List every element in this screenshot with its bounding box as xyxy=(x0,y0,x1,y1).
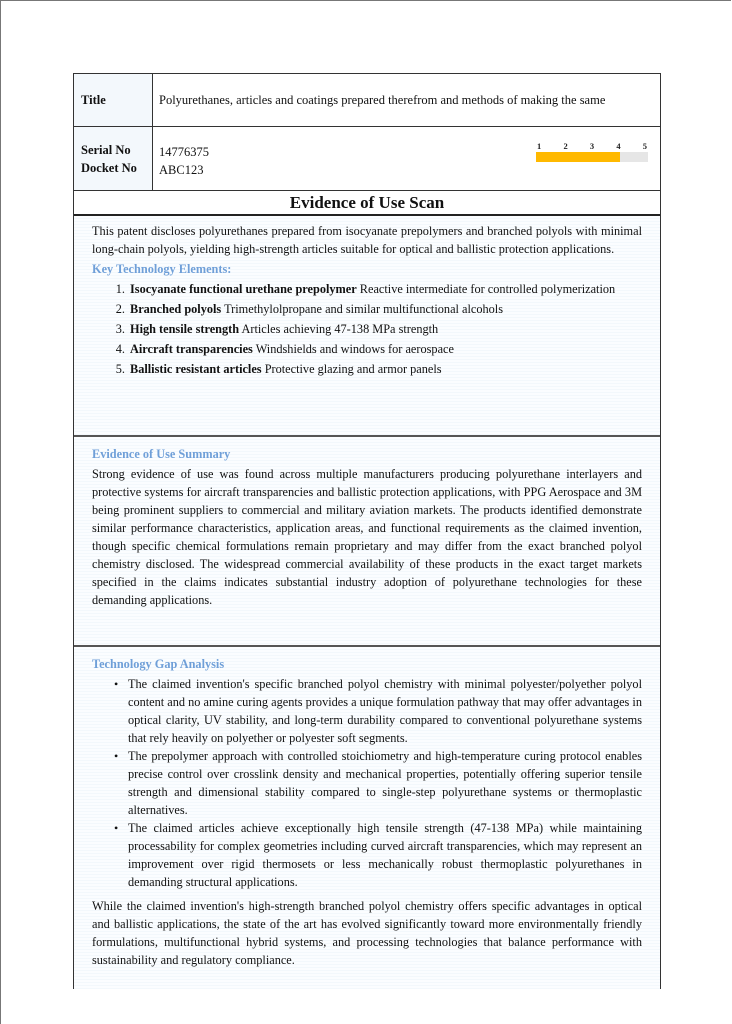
key-element-item xyxy=(128,360,642,378)
rating-tick-2: 2 xyxy=(563,141,568,151)
evidence-summary-section xyxy=(74,437,660,647)
serial-docket-labels xyxy=(74,127,153,190)
key-element-desc: Trimethylolpropane and similar multifunctional alcohols xyxy=(224,302,503,316)
gap-analysis-item xyxy=(114,819,642,891)
rating-scale xyxy=(536,141,648,162)
key-element-term: Branched polyols xyxy=(130,302,222,316)
serial-docket-row xyxy=(74,127,660,191)
key-elements-heading: Key Technology Elements: xyxy=(92,262,232,276)
bullet-icon: • xyxy=(114,677,119,691)
key-element-desc: Articles achieving 47-138 MPa strength xyxy=(241,322,439,336)
key-elements-list xyxy=(92,280,642,378)
gap-analysis-text: The claimed invention's specific branched polyol chemistry with minimal polyester/polyether polyol content and no amine curing agents provides a unique formulation pathway that may offer advantages in optical clarity, UV stability, and long-term durability compared to conventional polyurethane systems that rely heavily on polyether or polyester soft segments. xyxy=(128,677,642,745)
gap-analysis-list xyxy=(92,675,642,891)
scan-heading-row xyxy=(74,191,660,216)
gap-analysis-item xyxy=(114,747,642,819)
rating-tick-4: 4 xyxy=(616,141,621,151)
gap-analysis-heading: Technology Gap Analysis xyxy=(92,657,225,671)
rating-bar-fill xyxy=(536,152,620,162)
rating-tick-1: 1 xyxy=(537,141,542,151)
key-element-item xyxy=(128,340,642,358)
key-element-desc: Reactive intermediate for controlled polymerization xyxy=(359,282,616,296)
title-label-text: Title xyxy=(81,93,106,107)
intro-section xyxy=(74,216,660,437)
serial-label: Serial No xyxy=(81,142,131,157)
rating-bar-track xyxy=(536,152,648,162)
key-element-term: Aircraft transparencies xyxy=(130,342,253,356)
title-value-cell xyxy=(153,74,660,126)
key-element-item xyxy=(128,320,642,338)
docket-number: ABC123 xyxy=(159,163,204,177)
key-element-desc: Windshields and windows for aerospace xyxy=(255,342,454,356)
rating-tick-3: 3 xyxy=(589,141,595,151)
gap-analysis-text: The prepolymer approach with controlled stoichiometry and high-temperature curing protocol enables precise control over crosslink density and mechanical properties, potentially offering superior tensile strength and dimensional stability compared to single-step polyurethane systems or thermoplastic alternatives. xyxy=(128,749,642,817)
patent-title: Polyurethanes, articles and coatings prepared therefrom and methods of making the same xyxy=(159,93,606,107)
key-element-term: High tensile strength xyxy=(130,322,240,336)
evidence-summary-paragraph: Strong evidence of use was found across multiple manufacturers producing polyurethane interlayers and protective systems for aircraft transparencies and ballistic protection applications, with PPG Aerospace and 3M being prominent suppliers to commercial and military aviation markets. The products identified demonstrate similar performance characteristics, application areas, and functional requirements as the claimed invention, though specific chemical formulations remain proprietary and may differ from the exact branched polyol chemistry disclosed. The widespread commercial availability of these products in the exact target markets specified in the claims indicates substantial industry adoption of polyurethane technologies for these demanding applications. xyxy=(92,467,642,607)
key-element-term: Isocyanate functional urethane prepolymer xyxy=(130,282,357,296)
rating-tick-5: 5 xyxy=(642,141,647,151)
key-element-item xyxy=(128,300,642,318)
title-row xyxy=(74,74,660,127)
gap-analysis-item xyxy=(114,675,642,747)
title-label xyxy=(74,74,153,126)
key-element-desc: Protective glazing and armor panels xyxy=(264,362,442,376)
key-element-term: Ballistic resistant articles xyxy=(130,362,262,376)
evidence-of-use-document xyxy=(73,73,661,989)
bullet-icon: • xyxy=(114,821,119,835)
key-element-item xyxy=(128,280,642,298)
gap-analysis-closing-paragraph: While the claimed invention's high-strength branched polyol chemistry offers specific advantages in optical and ballistic applications, the state of the art has evolved significantly toward more environmentally friendly formulations, multifunctional hybrid systems, and processing technologies that balance performance with sustainability and regulatory compliance. xyxy=(92,899,642,967)
bullet-icon: • xyxy=(114,749,119,763)
serial-number: 14776375 xyxy=(159,145,209,159)
docket-label: Docket No xyxy=(81,160,137,175)
rating-tick-labels xyxy=(536,141,648,151)
gap-analysis-section xyxy=(74,647,660,989)
evidence-summary-heading: Evidence of Use Summary xyxy=(92,447,231,461)
intro-paragraph: This patent discloses polyurethanes prepared from isocyanate prepolymers and branched polyols with minimal long-chain polyols, yielding high-strength articles suitable for optical and ballistic protection applications. xyxy=(92,224,642,256)
gap-analysis-text: The claimed articles achieve exceptionally high tensile strength (47-138 MPa) while maintaining processability for complex geometries including curved aircraft transparencies, which may represent an improvement over rigid thermosets or less mechanically robust thermoplastic polyurethanes in demanding structural applications. xyxy=(128,821,642,889)
serial-docket-values xyxy=(153,127,660,190)
scan-heading: Evidence of Use Scan xyxy=(289,192,445,212)
